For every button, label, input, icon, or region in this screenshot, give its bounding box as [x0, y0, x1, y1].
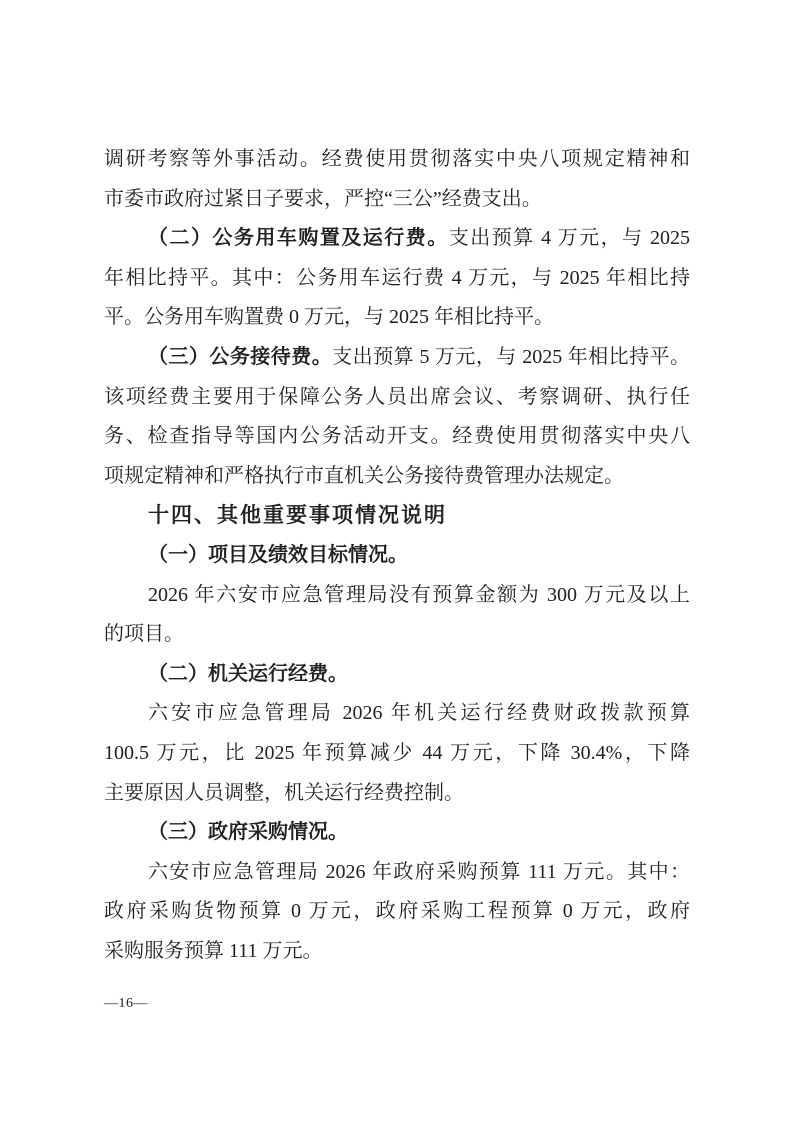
text-line: 100.5 万元，比 2025 年预算减少 44 万元，下降 30.4%，下降 [104, 741, 690, 764]
document-body [104, 140, 690, 971]
text-line: 六安市应急管理局 2026 年机关运行经费财政拨款预算 [148, 702, 690, 725]
text-line [104, 338, 690, 378]
text-line [104, 219, 690, 259]
text-line: 采购服务预算 111 万元。 [104, 939, 323, 962]
text-line: 2026 年六安市应急管理局没有预算金额为 300 万元及以上 [148, 583, 690, 606]
subsection-heading: （三）政府采购情况。 [148, 821, 348, 844]
text-line: 六安市应急管理局 2026 年政府采购预算 111 万元。其中： [148, 860, 690, 883]
text-line: 政府采购货物预算 0 万元，政府采购工程预算 0 万元，政府 [104, 900, 690, 923]
paragraph-lead: （二）公务用车购置及运行费。 [148, 227, 449, 250]
subsection-heading: （二）机关运行经费。 [148, 662, 348, 685]
section-heading: 十四、其他重要事项情况说明 [148, 504, 447, 528]
text-line: 市委市政府过紧日子要求，严控“三公”经费支出。 [104, 187, 542, 210]
text-line: 该项经费主要用于保障公务人员出席会议、考察调研、执行任 [104, 385, 690, 408]
text-line: 主要原因人员调整，机关运行经费控制。 [104, 781, 464, 804]
text-line: 务、检查指导等国内公务活动开支。经费使用贯彻落实中央八 [104, 425, 690, 448]
text-line: 调研考察等外事活动。经费使用贯彻落实中央八项规定精神和 [104, 148, 690, 170]
text-line: 年相比持平。其中：公务用车运行费 4 万元，与 2025 年相比持 [104, 266, 690, 289]
page-number: —16— [104, 996, 148, 1011]
text-line: 的项目。 [104, 623, 184, 646]
subsection-heading: （一）项目及绩效目标情况。 [148, 543, 408, 566]
text-line: 项规定精神和严格执行市直机关公务接待费管理办法规定。 [104, 464, 624, 487]
paragraph-text: 支出预算 4 万元，与 2025 [448, 227, 690, 250]
paragraph-text: 支出预算 5 万元，与 2025 年相比持平。 [332, 345, 690, 368]
text-line: 平。公务用车购置费 0 万元，与 2025 年相比持平。 [104, 306, 554, 329]
paragraph-lead: （三）公务接待费。 [148, 345, 333, 368]
